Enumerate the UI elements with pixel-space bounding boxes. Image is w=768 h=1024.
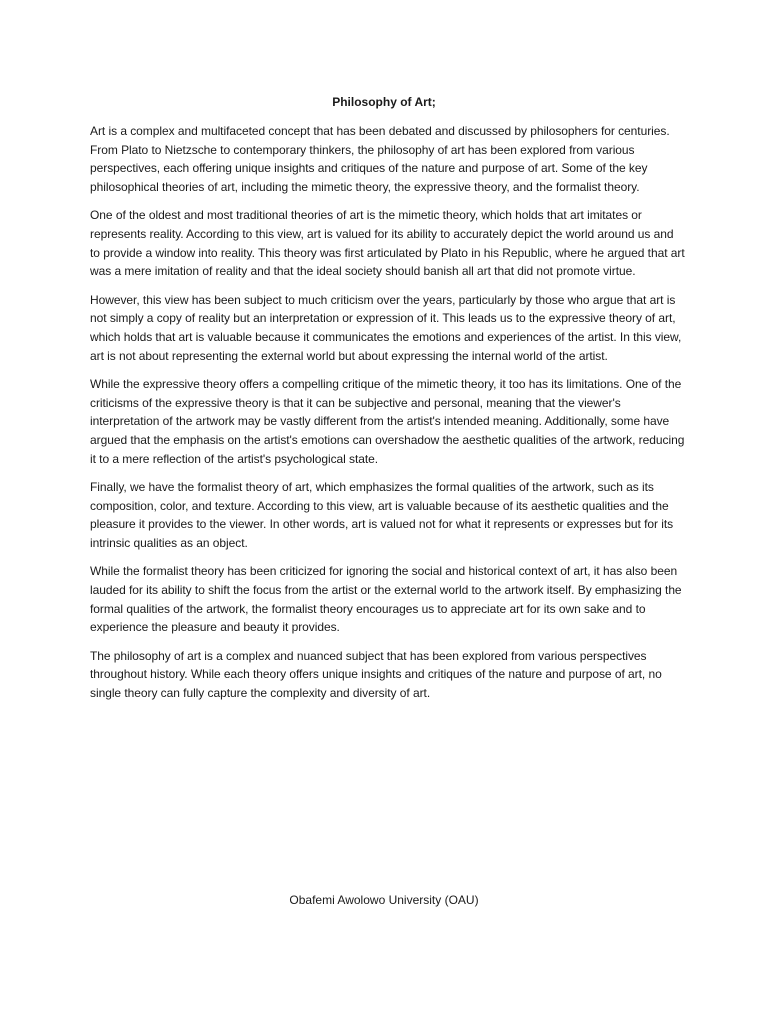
paragraph-4: While the expressive theory offers a compelling critique of the mimetic theory, it too has its limitations. One of the criticisms of the expressive theory is that it can be subjective and personal, meaning that the viewer's interpretation of the artwork may be vastly different from the artist's intended meaning. Additionally, some have argued that the emphasis on the artist's emotions can overshadow the aesthetic qualities of the artwork, reducing it to a mere reflection of the artist's psychological state. xyxy=(90,377,685,466)
paragraph-5: Finally, we have the formalist theory of art, which emphasizes the formal qualities of the artwork, such as its composition, color, and texture. According to this view, art is valuable because of its aesthetic qualities and the pleasure it provides to the viewer. In other words, art is valued not for what it represents or expresses but for its intrinsic qualities as an object. xyxy=(90,480,674,550)
paragraph-7: The philosophy of art is a complex and nuanced subject that has been explored from various perspectives throughout history. While each theory offers unique insights and critiques of the nature and purpose of art, no single theory can fully capture the complexity and diversity of art. xyxy=(90,648,662,701)
document-title: Philosophy of Art; xyxy=(332,95,436,109)
paragraph-2: One of the oldest and most traditional theories of art is the mimetic theory, which holds that art imitates or represents reality. According to this view, art is valued for its ability to accurately depict the world around us and to provide a window into reality. This theory was first articulated by Plato in his Republic, where he argued that art was a mere imitation of reality and that the ideal society should banish all art that did not promote virtue. xyxy=(90,208,685,279)
paragraph-6: While the formalist theory has been criticized for ignoring the social and historical context of art, it has also been lauded for its ability to shift the focus from the artist or the external world to the artwork itself. By emphasizing the formal qualities of the artwork, the formalist theory encourages us to appreciate art for its own sake and to experience the pleasure and beauty it provides. xyxy=(90,564,682,635)
document-footer: Obafemi Awolowo University (OAU) xyxy=(289,893,479,907)
paragraph-3: However, this view has been subject to much criticism over the years, particularly by those who argue that art is not simply a copy of reality but an interpretation or expression of it. This leads us to the expressive theory of art, which holds that art is valuable because it communicates the emotions and experiences of the artist. In this view, art is not about representing the external world but about expressing the internal world of the artist. xyxy=(90,292,682,363)
document-body xyxy=(90,122,686,713)
paragraph-1: Art is a complex and multifaceted concept that has been debated and discussed by philosophers for centuries. From Plato to Nietzsche to contemporary thinkers, the philosophy of art has been explored from various perspectives, each offering unique insights and critiques of the nature and purpose of art. Some of the key philosophical theories of art, including the mimetic theory, the expressive theory, and the formalist theory. xyxy=(90,124,670,194)
